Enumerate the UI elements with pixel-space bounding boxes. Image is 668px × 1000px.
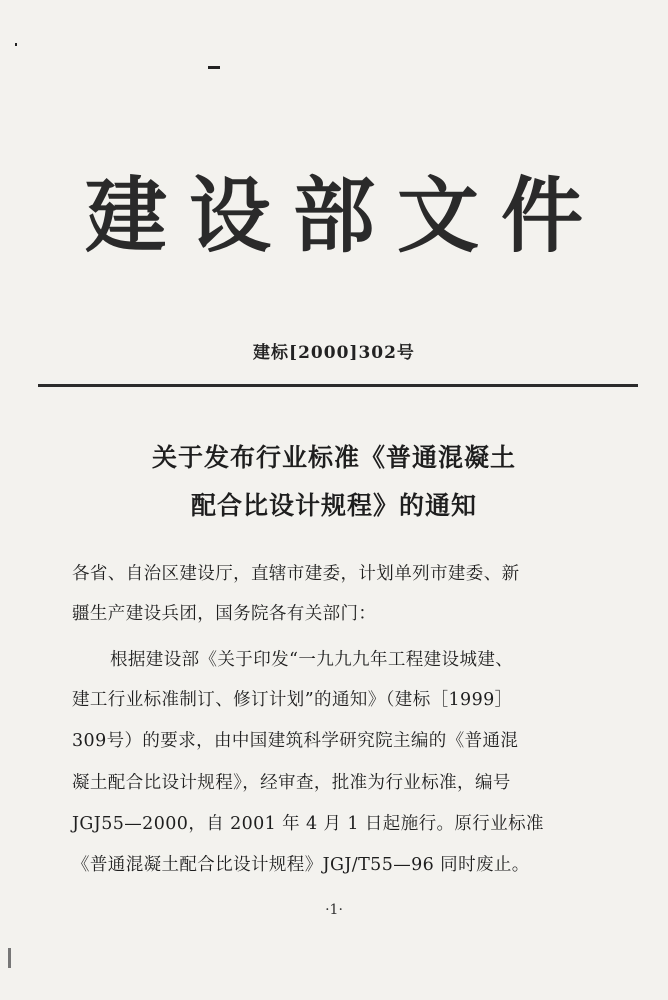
body-line: 各省、自治区建设厅，直辖市建委，计划单列市建委、新 — [72, 564, 520, 584]
notice-title-line-1: 关于发布行业标准《普通混凝土 — [151, 443, 516, 472]
page-number: ·1· — [325, 902, 343, 918]
body-line: 建工行业标准制订、修订计划”的通知》（建标［1999］ — [72, 690, 513, 710]
scan-speck — [15, 43, 17, 46]
body-line: 309号）的要求，由中国建筑科学研究院主编的《普通混 — [72, 731, 519, 751]
body-line: 根据建设部《关于印发“一九九九年工程建设城建、 — [110, 650, 514, 670]
header-divider — [38, 384, 638, 387]
scan-speck — [208, 66, 220, 69]
document-number: 建标[2000]302号 — [253, 343, 415, 363]
body-line: JGJ55—2000，自 2001 年 4 月 1 日起施行。原行业标准 — [72, 814, 544, 834]
notice-title-line-2: 配合比设计规程》的通知 — [190, 491, 477, 520]
masthead-title: 建设部文件 — [84, 168, 605, 264]
body-line: 疆生产建设兵团，国务院各有关部门： — [72, 604, 377, 624]
body-line: 《普通混凝土配合比设计规程》JGJ/T55—96 同时废止。 — [72, 855, 530, 875]
scan-speck — [8, 948, 11, 968]
body-line: 凝土配合比设计规程》，经审查，批准为行业标准，编号 — [72, 773, 511, 793]
